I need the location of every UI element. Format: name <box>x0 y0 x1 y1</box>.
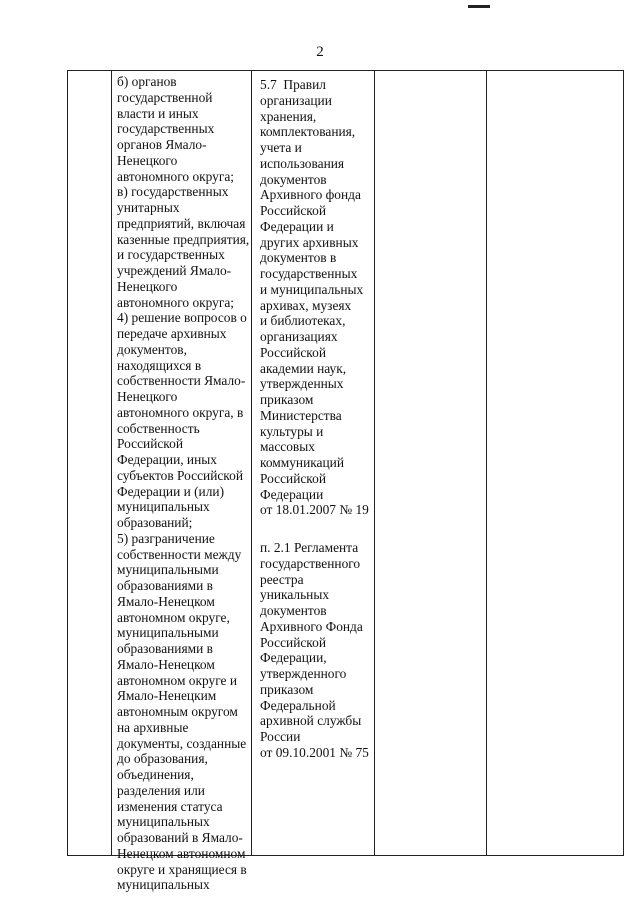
powers-cell <box>112 71 252 893</box>
regulation-table <box>67 70 624 893</box>
empty-cell-5 <box>487 71 624 856</box>
legal-reference-cell <box>252 71 375 856</box>
table-row <box>68 71 624 856</box>
legal-reference-2: п. 2.1 Регламента государственного реестра уникальных документов Архивного Фонда Российской Федерации, утвержденного приказом Федеральной архивной службы России от 09.10.2001 № 75 <box>260 540 369 760</box>
empty-cell-4 <box>375 71 487 856</box>
powers-text: б) органов государственной власти и иных государственных органов Ямало- Ненецкого автономного округа; в) государственных унитарных предприятий, включая казенные предприятия, и государственных учреждений Ямало- Ненецкого автономного округа; 4) решение вопросов о передаче архивных документов, находящихся в собственности Ямало- Ненецкого автономного округа, в собственность Российской Федерации, иных субъектов Российской Федерации и (или) муниципальных образований; 5) разграничение собственности между муниципальными образованиями в Ямало-Ненецком автономном округе, муниципальными образованиями в Ямало-Ненецком автономном округе и Ямало-Ненецким автономным округом на архивные документы, созданные до образования, объединения, разделения или изменения статуса муниципальных образований в Ямало- Ненецком автономном округе и хранящиеся в муниципальных <box>117 74 250 893</box>
legal-reference-1: 5.7 Правил организации хранения, комплектования, учета и использования документов Архивного фонда Российской Федерации и других архивных документов в государственных и муниципальных архивах, музеях и библиотеках, организациях Российской академии наук, утвержденных приказом Министерства культуры и массовых коммуникаций Российской Федерации от 18.01.2007 № 19 <box>260 77 369 518</box>
scan-speck <box>468 5 490 8</box>
row-number-cell <box>68 71 112 856</box>
reference-spacer <box>252 518 374 534</box>
page-number: 2 <box>316 44 324 60</box>
